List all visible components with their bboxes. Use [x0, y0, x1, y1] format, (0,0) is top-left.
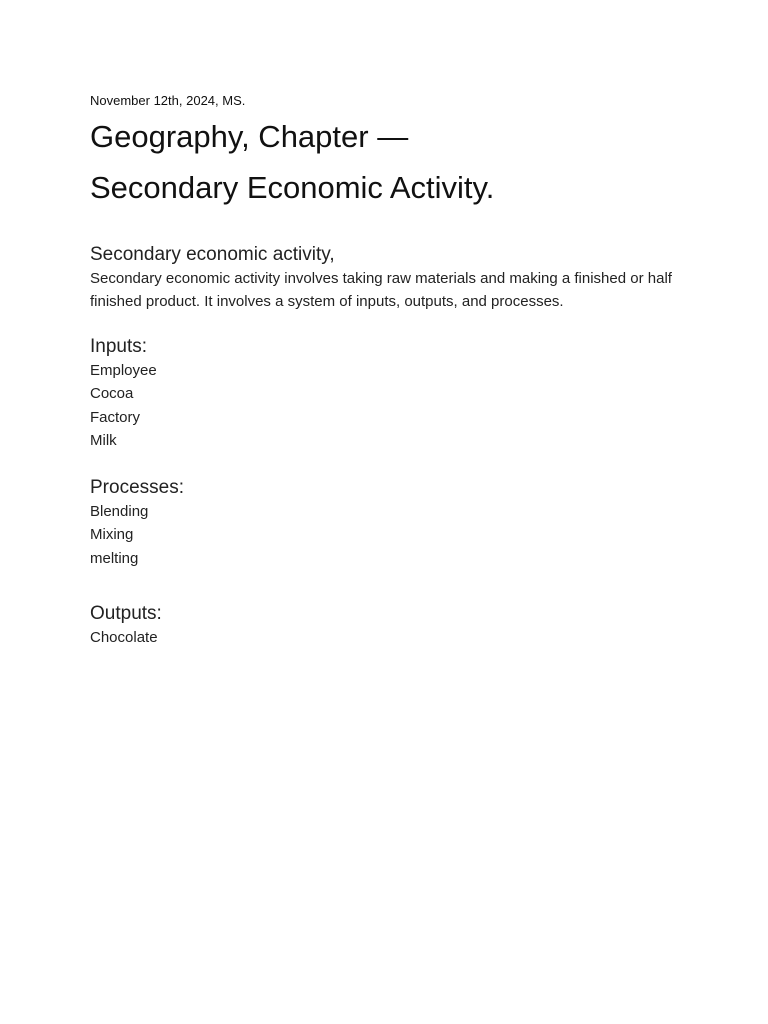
outputs-section	[90, 602, 690, 649]
inputs-list	[90, 359, 690, 452]
list-item: Employee	[90, 362, 157, 379]
list-item: melting	[90, 549, 139, 567]
list-item: Mixing	[90, 526, 134, 544]
list-item: Factory	[90, 408, 141, 426]
processes-list	[90, 500, 690, 570]
outputs-list	[90, 626, 690, 649]
intro-paragraph: Secondary economic activity involves taking raw materials and making a finished or half finished product. It involves a system of inputs, outputs, and processes.	[90, 270, 672, 310]
document-page	[90, 92, 690, 649]
list-item: Blending	[90, 503, 149, 521]
date-line: November 12th, 2024, MS.	[90, 93, 246, 108]
title-line-2: Secondary Economic Activity.	[90, 170, 495, 205]
list-item: Cocoa	[90, 385, 134, 403]
intro-heading: Secondary economic activity,	[90, 244, 335, 265]
page-title	[90, 111, 690, 213]
list-item: Milk	[90, 431, 117, 449]
title-line-1: Geography, Chapter —	[90, 119, 409, 154]
list-item: Chocolate	[90, 629, 158, 647]
processes-heading: Processes:	[90, 477, 184, 499]
intro-section	[90, 243, 690, 313]
inputs-heading: Inputs:	[90, 336, 148, 357]
inputs-section	[90, 335, 690, 452]
processes-section	[90, 476, 690, 570]
outputs-heading: Outputs:	[90, 603, 162, 625]
